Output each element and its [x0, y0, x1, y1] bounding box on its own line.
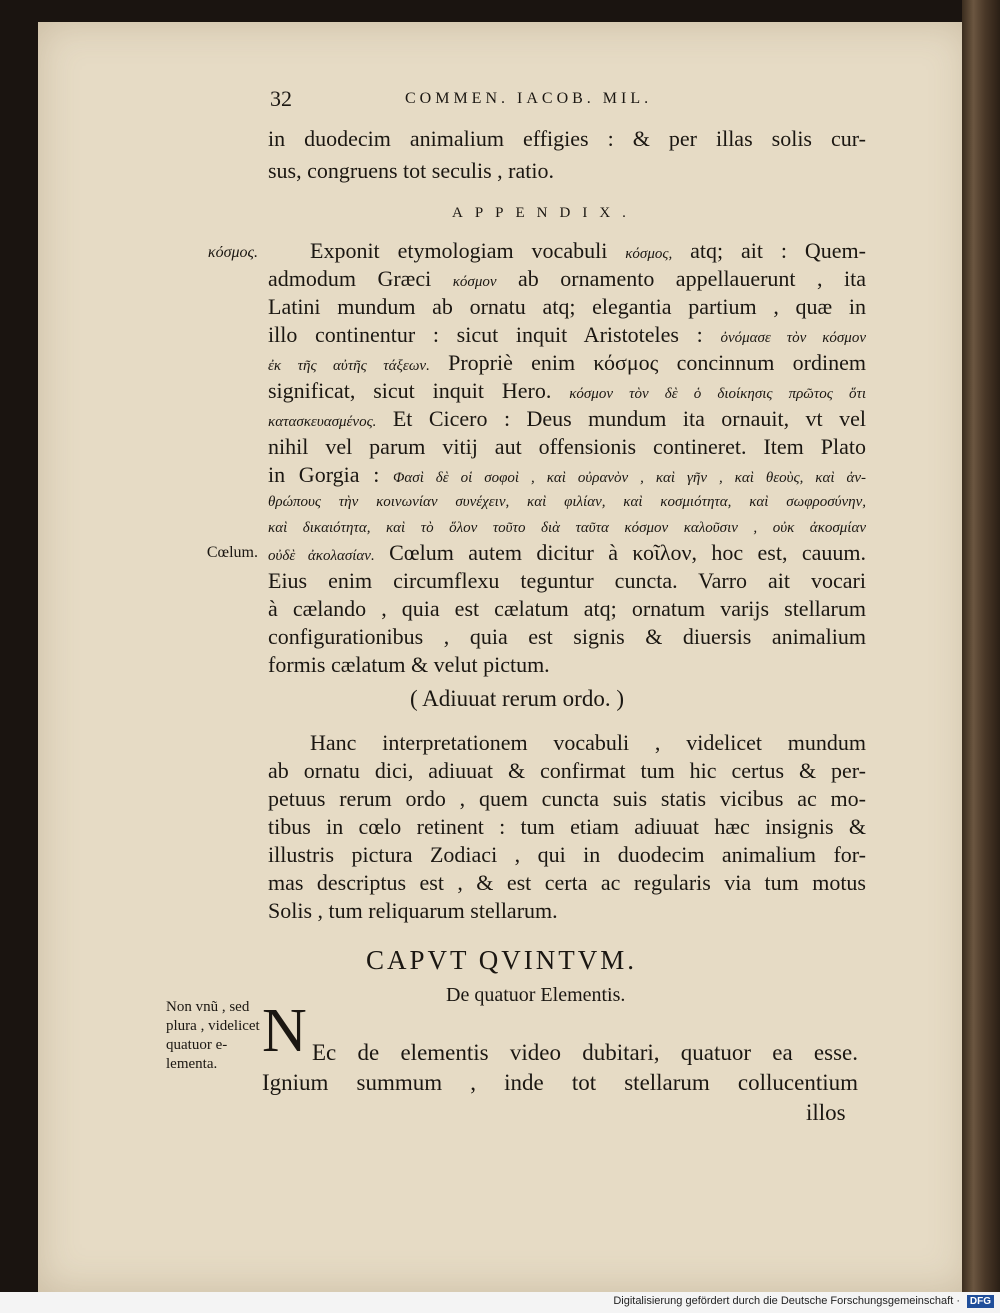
page-number: 32	[270, 86, 292, 111]
drop-cap: N	[262, 997, 307, 1065]
text-line: καὶ δικαιότητα, καὶ τὸ ὅλον τοῦτο διὰ ταῦτα κόσμον καλοῦσιν , οὐκ ἀκοσμίαν	[268, 520, 866, 536]
text-line: Hanc interpretationem vocabuli , videlicet mundum	[310, 730, 866, 755]
text-line: in duodecim animalium effigies : & per illas solis cur-	[268, 126, 866, 151]
book-spine	[962, 0, 1000, 1313]
text-line: Eius enim circumflexu teguntur cuncta. Varro ait vocari	[268, 568, 866, 593]
text-line: sus, congruens tot seculis , ratio.	[268, 158, 554, 183]
text-line: configurationibus , quia est signis & diuersis animalium	[268, 624, 866, 649]
text-line: illustris pictura Zodiaci , qui in duodecim animalium for-	[268, 842, 866, 867]
text-line: θρώπους τὴν κοινωνίαν συνέχειν, καὶ φιλίαν, καὶ κοσμιότητα, καὶ σωφροσύνην,	[268, 494, 866, 510]
chapter-title: CAPVT QVINTVM.	[366, 945, 638, 975]
text-line: ἐκ τῆς αὐτῆς τάξεων. Propriè enim κόσμος concinnum ordinem	[268, 350, 866, 375]
text-line: Ignium summum , inde tot stellarum collucentium	[262, 1070, 858, 1095]
text-line: Ec de elementis video dubitari, quatuor ea esse.	[312, 1040, 858, 1065]
text-line: κατασκευασμένος. Et Cicero : Deus mundum ita ornauit, vt vel	[268, 406, 866, 431]
chapter-subtitle: De quatuor Elementis.	[446, 984, 626, 1006]
footer-bar	[0, 1292, 1000, 1313]
appendix-heading: APPENDIX.	[452, 205, 638, 221]
text-line: à cælando , quia est cælatum atq; ornatum varijs stellarum	[268, 596, 866, 621]
text-line: Latini mundum ab ornatu atq; elegantia partium , quæ in	[268, 294, 866, 319]
margin-note-coelum: Cœlum.	[206, 544, 258, 561]
footer-credit: Digitalisierung gefördert durch die Deutsche Forschungsgemeinschaft ·	[613, 1295, 960, 1307]
text-line: formis cælatum & velut pictum.	[268, 652, 550, 677]
text-line: Exponit etymologiam vocabuli κόσμος, atq; ait : Quem-	[310, 238, 867, 263]
text-line: illo continentur : sicut inquit Aristoteles : ὀνόμασε τὸν κόσμον	[268, 322, 866, 347]
text-line: admodum Græci κόσμον ab ornamento appellauerunt , ita	[268, 266, 866, 291]
text-line: tibus in cœlo retinent : tum etiam adiuuat hæc insignis &	[268, 814, 866, 839]
text-line: in Gorgia : Φασὶ δὲ οἱ σοφοὶ , καὶ οὐρανὸν , καὶ γῆν , καὶ θεοὺς, καὶ ἀν-	[268, 462, 866, 487]
text-line: Solis , tum reliquarum stellarum.	[268, 898, 558, 923]
text-line: petuus rerum ordo , quem cuncta suis statis vicibus ac mo-	[268, 786, 866, 811]
text-line: οὐδὲ ἀκολασίαν. Cœlum autem dicitur à κοῖλον, hoc est, cauum.	[268, 540, 866, 565]
margin-note-kosmos: κόσμος.	[207, 244, 258, 261]
running-title: COMMEN. IACOB. MIL.	[405, 90, 653, 107]
margin-note-elementa: Non vnũ , sed plura , videlicet quatuor e- lementa.	[166, 999, 260, 1072]
dfg-logo: DFG	[967, 1295, 994, 1308]
text-line: mas descriptus est , & est certa ac regularis via tum motus	[268, 870, 866, 895]
section-subheading: ( Adiuuat rerum ordo. )	[410, 686, 624, 711]
text-line: nihil vel parum vitij aut offensionis contineret. Item Plato	[268, 434, 866, 459]
catchword: illos	[806, 1100, 846, 1125]
text-line: significat, sicut inquit Hero. κόσμον τὸν δὲ ὁ διοίκησις πρῶτος ὅτι	[268, 378, 866, 403]
text-line: ab ornatu dici, adiuuat & confirmat tum hic certus & per-	[268, 758, 866, 783]
